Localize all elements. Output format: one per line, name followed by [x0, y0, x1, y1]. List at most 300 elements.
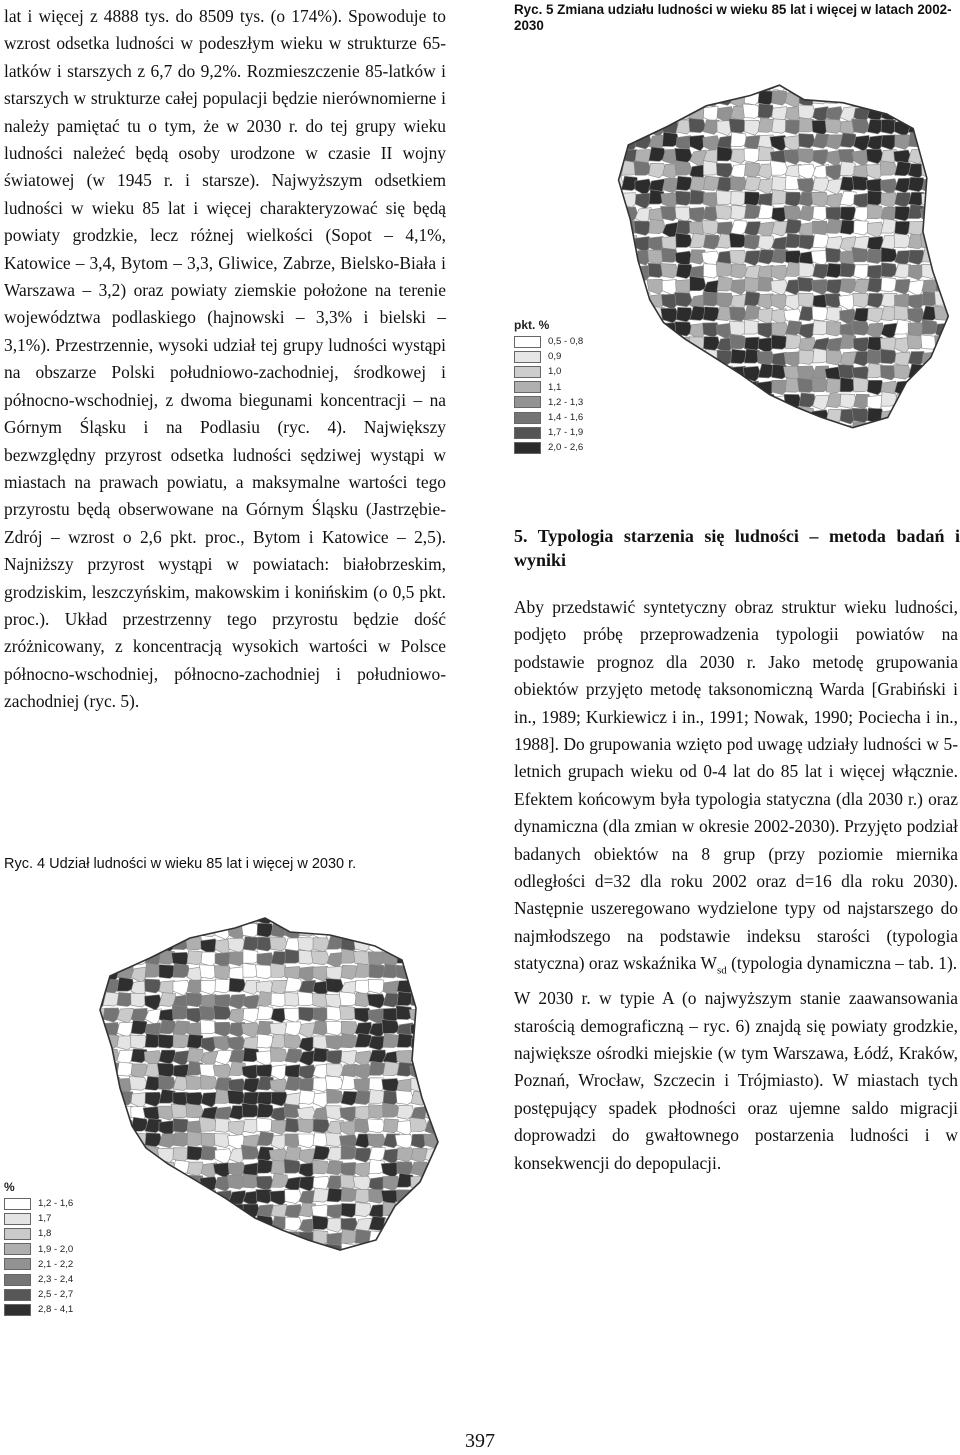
map-district — [908, 394, 925, 408]
map-district — [949, 235, 960, 249]
map-district — [438, 1161, 450, 1175]
map-district — [144, 1189, 162, 1203]
map-district — [948, 118, 960, 132]
map-district — [920, 394, 938, 408]
map-district — [439, 1007, 450, 1021]
map-district — [131, 1148, 148, 1163]
map-district — [173, 909, 190, 923]
map-district — [949, 294, 960, 310]
map-district — [411, 1205, 428, 1221]
map-district — [102, 925, 120, 941]
map-district — [621, 351, 638, 366]
map-district — [409, 1008, 428, 1023]
map-district — [368, 1134, 386, 1148]
map-district — [922, 352, 939, 368]
map-district — [425, 1005, 442, 1019]
map-district — [369, 923, 386, 937]
map-district — [606, 367, 624, 383]
map-district — [299, 1246, 316, 1260]
map-district — [215, 1204, 232, 1218]
map-district — [173, 1217, 190, 1231]
map-district — [341, 911, 358, 926]
map-district — [703, 424, 720, 438]
map-district — [689, 350, 706, 364]
map-district — [424, 1177, 442, 1193]
paragraph-text: Aby przedstawić syntetyczny obraz struktur wieku ludności, podjęto próbę przeprowadzenia typologii powiatów na podstawie prognoz dla 2030 r. Jako metodę grupowania obiektów przyjęto metodę taksonomiczną Warda [Grabiński i in., 1989; Kurkiewicz i in., 1991; Nowak, 1990; Pociecha i in., 1988]. Do grupowania wzięto pod uwagę udziały ludności w 5-letnich grupach wieku od 0-4 lat do 85 lat i więcej włącznie. Efektem końcowym była typologia statyczna (dla 2030 r.) oraz dynamiczna (dla zmian w okresie 2002-2030). Przyjęto podział badanych obiektów na 8 grup (przy poziomie miernika odległości d=32 dla roku 2002 oraz d=16 dla roku 2030). Następnie uszeregowano wydzielone typy od najstarszego do najmłodszego na podstawie indeksu starości (typologia statyczna) oraz wskaźnika W — [514, 597, 958, 974]
map-district — [676, 367, 693, 383]
map-district — [326, 1064, 344, 1078]
map-district — [649, 408, 666, 422]
map-district — [117, 1246, 134, 1260]
map-district — [103, 911, 120, 927]
map-district — [936, 236, 953, 250]
legend-item — [4, 1211, 73, 1226]
legend-label: 1,9 - 2,0 — [38, 1243, 74, 1255]
map-district — [867, 293, 884, 307]
map-district — [635, 379, 652, 393]
map-district — [649, 349, 666, 363]
map-district — [438, 1204, 450, 1219]
map-district — [145, 938, 162, 953]
map-district — [215, 910, 232, 925]
legend-item — [4, 1196, 73, 1211]
map-district — [635, 305, 652, 319]
map-district — [242, 1023, 260, 1038]
map-district — [213, 1064, 232, 1079]
map-district — [662, 105, 679, 119]
legend-label: 1,1 — [548, 381, 562, 393]
map-district — [662, 407, 679, 421]
legend-swatch — [514, 427, 541, 439]
map-district — [439, 1037, 450, 1052]
map-district — [922, 105, 939, 119]
map-district — [187, 1188, 204, 1202]
map-district — [608, 378, 625, 392]
map-district — [936, 410, 953, 426]
map-district — [201, 1232, 218, 1246]
map-district — [257, 1246, 274, 1260]
map-district — [854, 135, 871, 151]
map-district — [690, 381, 707, 397]
map-district — [662, 381, 679, 396]
map-district — [201, 1204, 218, 1219]
map-district — [187, 1162, 204, 1176]
map-district — [117, 1217, 134, 1231]
map-district — [89, 1092, 106, 1106]
legend-swatch — [514, 351, 541, 363]
map-district — [607, 106, 625, 121]
map-district — [731, 395, 748, 411]
legend-label: 1,7 - 1,9 — [548, 427, 584, 439]
map-district — [840, 75, 857, 89]
map-district — [117, 1204, 134, 1219]
map-district — [949, 193, 960, 209]
map-district — [117, 910, 134, 924]
map-district — [101, 1132, 120, 1146]
map-district — [383, 924, 400, 938]
section-heading: 5. Typologia starzenia się ludności – metoda badań i wyniki — [514, 526, 960, 570]
map-district — [327, 911, 344, 926]
map-district — [608, 92, 625, 109]
map-district — [935, 119, 952, 133]
legend-label: 1,8 — [38, 1228, 52, 1240]
map-district — [881, 90, 898, 104]
map-district — [690, 90, 707, 104]
map-district — [675, 392, 693, 406]
map-district — [145, 1217, 162, 1231]
map-district — [439, 924, 450, 938]
map-district — [145, 1177, 162, 1193]
map-district — [131, 922, 148, 936]
map-district — [299, 908, 316, 922]
map-district — [130, 1232, 148, 1247]
map-district — [187, 1202, 204, 1216]
map-district — [608, 135, 625, 150]
map-district — [608, 121, 625, 138]
map-district — [172, 1247, 190, 1260]
map-district — [214, 1232, 232, 1247]
legend-swatch — [4, 1198, 31, 1210]
map-district — [649, 321, 666, 335]
map-district — [881, 421, 898, 435]
map-district — [949, 164, 960, 179]
map-district — [662, 421, 679, 435]
map-district — [103, 1231, 120, 1245]
map-district — [185, 1246, 204, 1260]
map-district — [131, 1190, 148, 1205]
map-district — [608, 150, 625, 166]
map-district — [89, 1244, 106, 1258]
map-district — [243, 1078, 260, 1093]
legend-swatch — [514, 442, 541, 454]
legend-label: 2,0 - 2,6 — [548, 442, 584, 454]
map-district — [101, 939, 120, 955]
map-district — [621, 91, 638, 106]
map-district — [159, 1177, 176, 1192]
map-district — [811, 192, 829, 206]
map-district — [949, 135, 960, 150]
map-district — [922, 119, 939, 133]
map-district — [410, 1117, 428, 1131]
map-district — [131, 938, 148, 952]
map-district — [425, 1064, 442, 1078]
map-district — [881, 193, 898, 208]
map-district — [744, 392, 761, 406]
map-district — [145, 908, 162, 922]
left-text-column — [4, 3, 446, 716]
map-district — [423, 1021, 442, 1035]
map-district — [949, 338, 960, 354]
map-district — [173, 1190, 190, 1205]
map-district — [867, 92, 884, 107]
map-district — [895, 193, 912, 208]
map-district — [826, 77, 843, 92]
map-district — [103, 1121, 120, 1137]
map-district — [383, 1218, 400, 1233]
legend-label: 2,8 - 4,1 — [38, 1304, 74, 1316]
map-district — [935, 135, 952, 151]
map-district — [89, 980, 106, 994]
map-district — [840, 89, 857, 103]
map-district — [103, 1104, 120, 1118]
map-district — [607, 410, 624, 425]
map-district — [935, 193, 952, 208]
legend-item — [514, 410, 583, 425]
map-district — [608, 291, 625, 305]
map-district — [187, 908, 204, 922]
map-district — [934, 348, 952, 362]
map-district — [89, 1050, 106, 1065]
map-district — [355, 924, 372, 938]
map-district — [920, 424, 938, 438]
map-district — [661, 335, 679, 349]
map-district — [717, 379, 734, 393]
map-district — [439, 1191, 450, 1206]
map-district — [397, 1231, 414, 1245]
map-district — [423, 1205, 442, 1221]
map-district — [144, 925, 162, 941]
map-district — [355, 910, 372, 924]
map-district — [608, 207, 625, 222]
map-district — [690, 422, 707, 436]
map-district — [214, 1219, 232, 1235]
map-district — [634, 424, 651, 438]
map-district — [103, 1008, 120, 1022]
map-district — [439, 937, 450, 951]
map-district — [159, 924, 176, 938]
map-district — [731, 378, 748, 392]
map-district — [936, 395, 953, 411]
map-district — [439, 1022, 450, 1036]
map-district — [117, 1008, 134, 1023]
legend-item — [514, 334, 583, 349]
map-district — [270, 1232, 288, 1246]
map-district — [89, 1076, 106, 1090]
map-district — [397, 924, 414, 939]
map-district — [396, 911, 414, 927]
map-district — [703, 396, 720, 412]
map-district — [908, 409, 925, 424]
map-district — [949, 321, 960, 335]
map-district — [635, 408, 652, 422]
map-district — [353, 1176, 372, 1191]
legend-item — [514, 380, 583, 395]
map-district — [676, 350, 693, 364]
paragraph-text: (typologia dynamiczna – tab. 1). — [726, 953, 958, 974]
legend-swatch — [4, 1304, 31, 1316]
legend-label: 1,4 - 1,6 — [548, 412, 584, 424]
map-district — [949, 280, 960, 296]
map-district — [103, 1176, 120, 1191]
map-district — [676, 424, 693, 438]
map-district — [758, 409, 775, 423]
map-district — [730, 250, 748, 265]
legend-swatch — [514, 381, 541, 393]
map-district — [355, 1051, 372, 1067]
map-district — [131, 1176, 148, 1191]
map-district — [936, 91, 953, 105]
map-district — [159, 1232, 176, 1246]
legend-item — [514, 395, 583, 410]
map-district — [285, 911, 302, 926]
map-district — [116, 1162, 134, 1177]
map-district — [649, 75, 666, 89]
map-district — [271, 909, 288, 923]
map-district — [813, 395, 830, 410]
legend-item — [4, 1287, 73, 1302]
map-district — [313, 907, 330, 921]
legend-item — [514, 364, 583, 379]
map-district — [608, 222, 625, 237]
map-district — [922, 146, 939, 160]
map-district — [934, 380, 952, 394]
map-district — [758, 424, 775, 438]
map-district — [934, 251, 952, 266]
map-district — [439, 967, 450, 983]
map-district — [397, 1148, 414, 1162]
map-district — [171, 1177, 190, 1192]
legend-label: 2,3 - 2,4 — [38, 1274, 74, 1286]
map-district — [101, 1203, 120, 1217]
map-district — [325, 922, 344, 936]
map-district — [621, 265, 638, 280]
map-district — [621, 377, 638, 392]
map-district — [243, 1232, 260, 1247]
map-district — [731, 422, 748, 436]
legend-swatch — [514, 396, 541, 408]
legend-item — [514, 425, 583, 440]
map-district — [171, 1201, 190, 1215]
map-district — [425, 924, 442, 939]
legend-item — [4, 1226, 73, 1241]
map-district — [743, 77, 761, 92]
map-district — [201, 1246, 218, 1260]
map-district — [103, 1219, 120, 1235]
map-district — [744, 251, 761, 266]
map-district — [730, 77, 748, 92]
map-district — [439, 1105, 450, 1119]
map-district — [635, 350, 652, 364]
map-district — [439, 1216, 450, 1230]
map-district — [948, 148, 960, 162]
map-district — [606, 262, 624, 276]
map-district — [621, 119, 638, 133]
map-district — [89, 1133, 106, 1147]
map-district — [437, 1131, 450, 1145]
map-district — [215, 1149, 232, 1165]
map-district — [908, 92, 925, 108]
map-district — [89, 1177, 106, 1193]
map-district — [411, 910, 428, 924]
map-district — [799, 423, 816, 437]
map-district — [89, 911, 106, 927]
map-district — [798, 164, 815, 180]
map-district — [948, 424, 960, 438]
map-district — [635, 366, 652, 381]
legend-label: 1,2 - 1,3 — [548, 396, 584, 408]
map-district — [313, 1246, 330, 1260]
legend-label: 1,0 — [548, 366, 562, 378]
map-district — [423, 991, 442, 1005]
map-district — [936, 263, 953, 277]
map-district — [690, 75, 707, 89]
map-district — [131, 1247, 148, 1260]
map-district — [355, 1246, 372, 1260]
map-district — [703, 77, 720, 93]
map-district — [743, 366, 761, 382]
map-district — [369, 1245, 386, 1259]
map-district — [117, 937, 134, 951]
map-district — [145, 1202, 162, 1216]
map-district — [922, 264, 939, 278]
map-district — [409, 965, 428, 979]
map-district — [131, 1204, 148, 1218]
map-district — [88, 1203, 106, 1217]
map-district — [908, 75, 925, 89]
map-district — [621, 366, 638, 380]
map-district — [425, 1050, 442, 1065]
map-district — [227, 1037, 246, 1052]
map-district — [690, 408, 707, 422]
map-district — [949, 106, 960, 121]
map-district — [648, 423, 666, 437]
legend-label: 2,5 - 2,7 — [38, 1289, 74, 1301]
map-district — [621, 406, 638, 421]
map-district — [439, 910, 450, 924]
legend-item — [4, 1242, 73, 1257]
map-district — [103, 1092, 120, 1107]
figure-4-legend — [4, 1180, 73, 1318]
map-district — [772, 410, 789, 426]
legend-swatch — [514, 412, 541, 424]
page-number: 397 — [465, 1430, 495, 1452]
map-district — [922, 222, 939, 237]
map-district — [89, 967, 106, 982]
map-district — [634, 118, 652, 132]
map-district — [895, 76, 912, 90]
map-district — [690, 366, 707, 381]
map-district — [437, 1078, 450, 1092]
map-district — [228, 908, 246, 922]
map-district — [731, 407, 748, 421]
map-district — [145, 995, 162, 1011]
map-district — [620, 277, 638, 291]
map-district — [662, 395, 679, 411]
map-district — [744, 422, 761, 436]
map-district — [102, 950, 120, 964]
map-district — [908, 250, 925, 264]
legend-item — [514, 349, 583, 364]
map-district — [439, 980, 450, 994]
map-district — [425, 1033, 442, 1047]
map-district — [145, 1161, 162, 1175]
map-district — [397, 936, 414, 950]
map-district — [425, 1246, 442, 1260]
map-district — [438, 1121, 450, 1137]
map-district — [676, 77, 693, 92]
map-district — [936, 164, 953, 180]
map-district — [621, 293, 638, 307]
map-district — [936, 150, 953, 166]
map-district — [411, 1244, 428, 1258]
map-district — [439, 1146, 450, 1160]
map-district — [606, 337, 624, 352]
map-district — [649, 379, 666, 393]
map-district — [758, 236, 775, 251]
map-district — [634, 75, 652, 89]
map-district — [229, 1245, 246, 1259]
map-district — [185, 922, 204, 936]
